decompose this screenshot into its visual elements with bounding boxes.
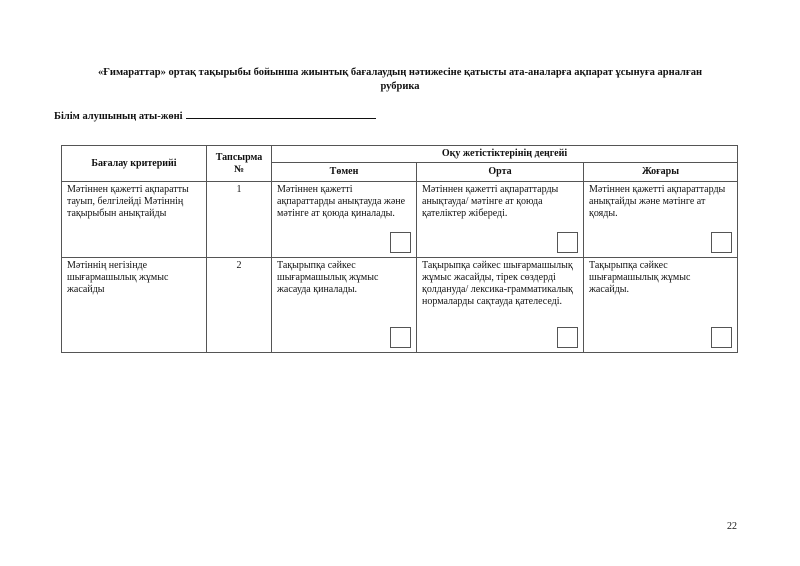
rubric-table [61,145,738,353]
row-1-low-text: Мәтіннен қажетті ақпараттарды анықтауда және мәтінге ат қоюда қиналады. [277,184,406,220]
header-low: Төмен [272,163,417,182]
row-2-mid-checkbox[interactable] [557,327,578,348]
table-row [62,257,738,352]
header-level-group: Оқу жетістіктерінің деңгейі [272,146,738,163]
row-1-high-checkbox[interactable] [711,232,732,253]
row-2-mid-text: Тақырыпқа сәйкес шығармашылық жұмыс жасайды, тірек сөздерді қолдануда/ лексика-грамматикалық нормаларды сақтауда қателеседі. [422,259,573,307]
row-2-low-checkbox[interactable] [390,327,411,348]
header-criteria: Бағалау критерийі [62,146,207,182]
page-number: 22 [727,521,737,532]
header-high: Жоғары [584,163,738,182]
row-2-low-text: Тақырыпқа сәйкес шығармашылық жұмыс жасауда қиналады. [277,259,379,295]
row-2-high-text: Тақырыпқа сәйкес шығармашылық жұмыс жасайды. [589,259,691,295]
row-2-task: 2 [207,257,272,352]
table-row [62,182,738,257]
row-1-high [584,182,738,257]
row-1-task: 1 [207,182,272,257]
student-name-field [54,108,376,122]
row-2-high-checkbox[interactable] [711,327,732,348]
row-1-mid [417,182,584,257]
header-task: Тапсырма № [207,146,272,182]
student-name-label: Білім алушының аты-жөні [54,111,183,122]
row-2-high [584,257,738,352]
row-1-criteria: Мәтіннен қажетті ақпаратты тауып, белгілейді Мәтіннің тақырыбын анықтайды [62,182,207,257]
row-1-low-checkbox[interactable] [390,232,411,253]
row-1-low [272,182,417,257]
row-2-mid [417,257,584,352]
title-line-1: «Ғимараттар» ортақ тақырыбы бойынша жиынтық бағалаудың нәтижесіне қатысты ата-аналарға ақпарат ұсынуға арналған [97,67,702,78]
row-1-mid-checkbox[interactable] [557,232,578,253]
row-2-criteria: Мәтіннің негізінде шығармашылық жұмыс жасайды [62,257,207,352]
student-name-blank-line [186,108,376,119]
row-1-high-text: Мәтіннен қажетті ақпараттарды анықтайды және мәтінге ат қояды. [589,184,726,220]
title-line-2: рубрика [380,81,420,92]
header-mid: Орта [417,163,584,182]
document-title [60,66,740,94]
header-row-1 [62,146,738,163]
row-1-mid-text: Мәтіннен қажетті ақпараттарды анықтауда/ мәтінге ат қоюда қателіктер жібереді. [422,184,559,220]
row-2-low [272,257,417,352]
